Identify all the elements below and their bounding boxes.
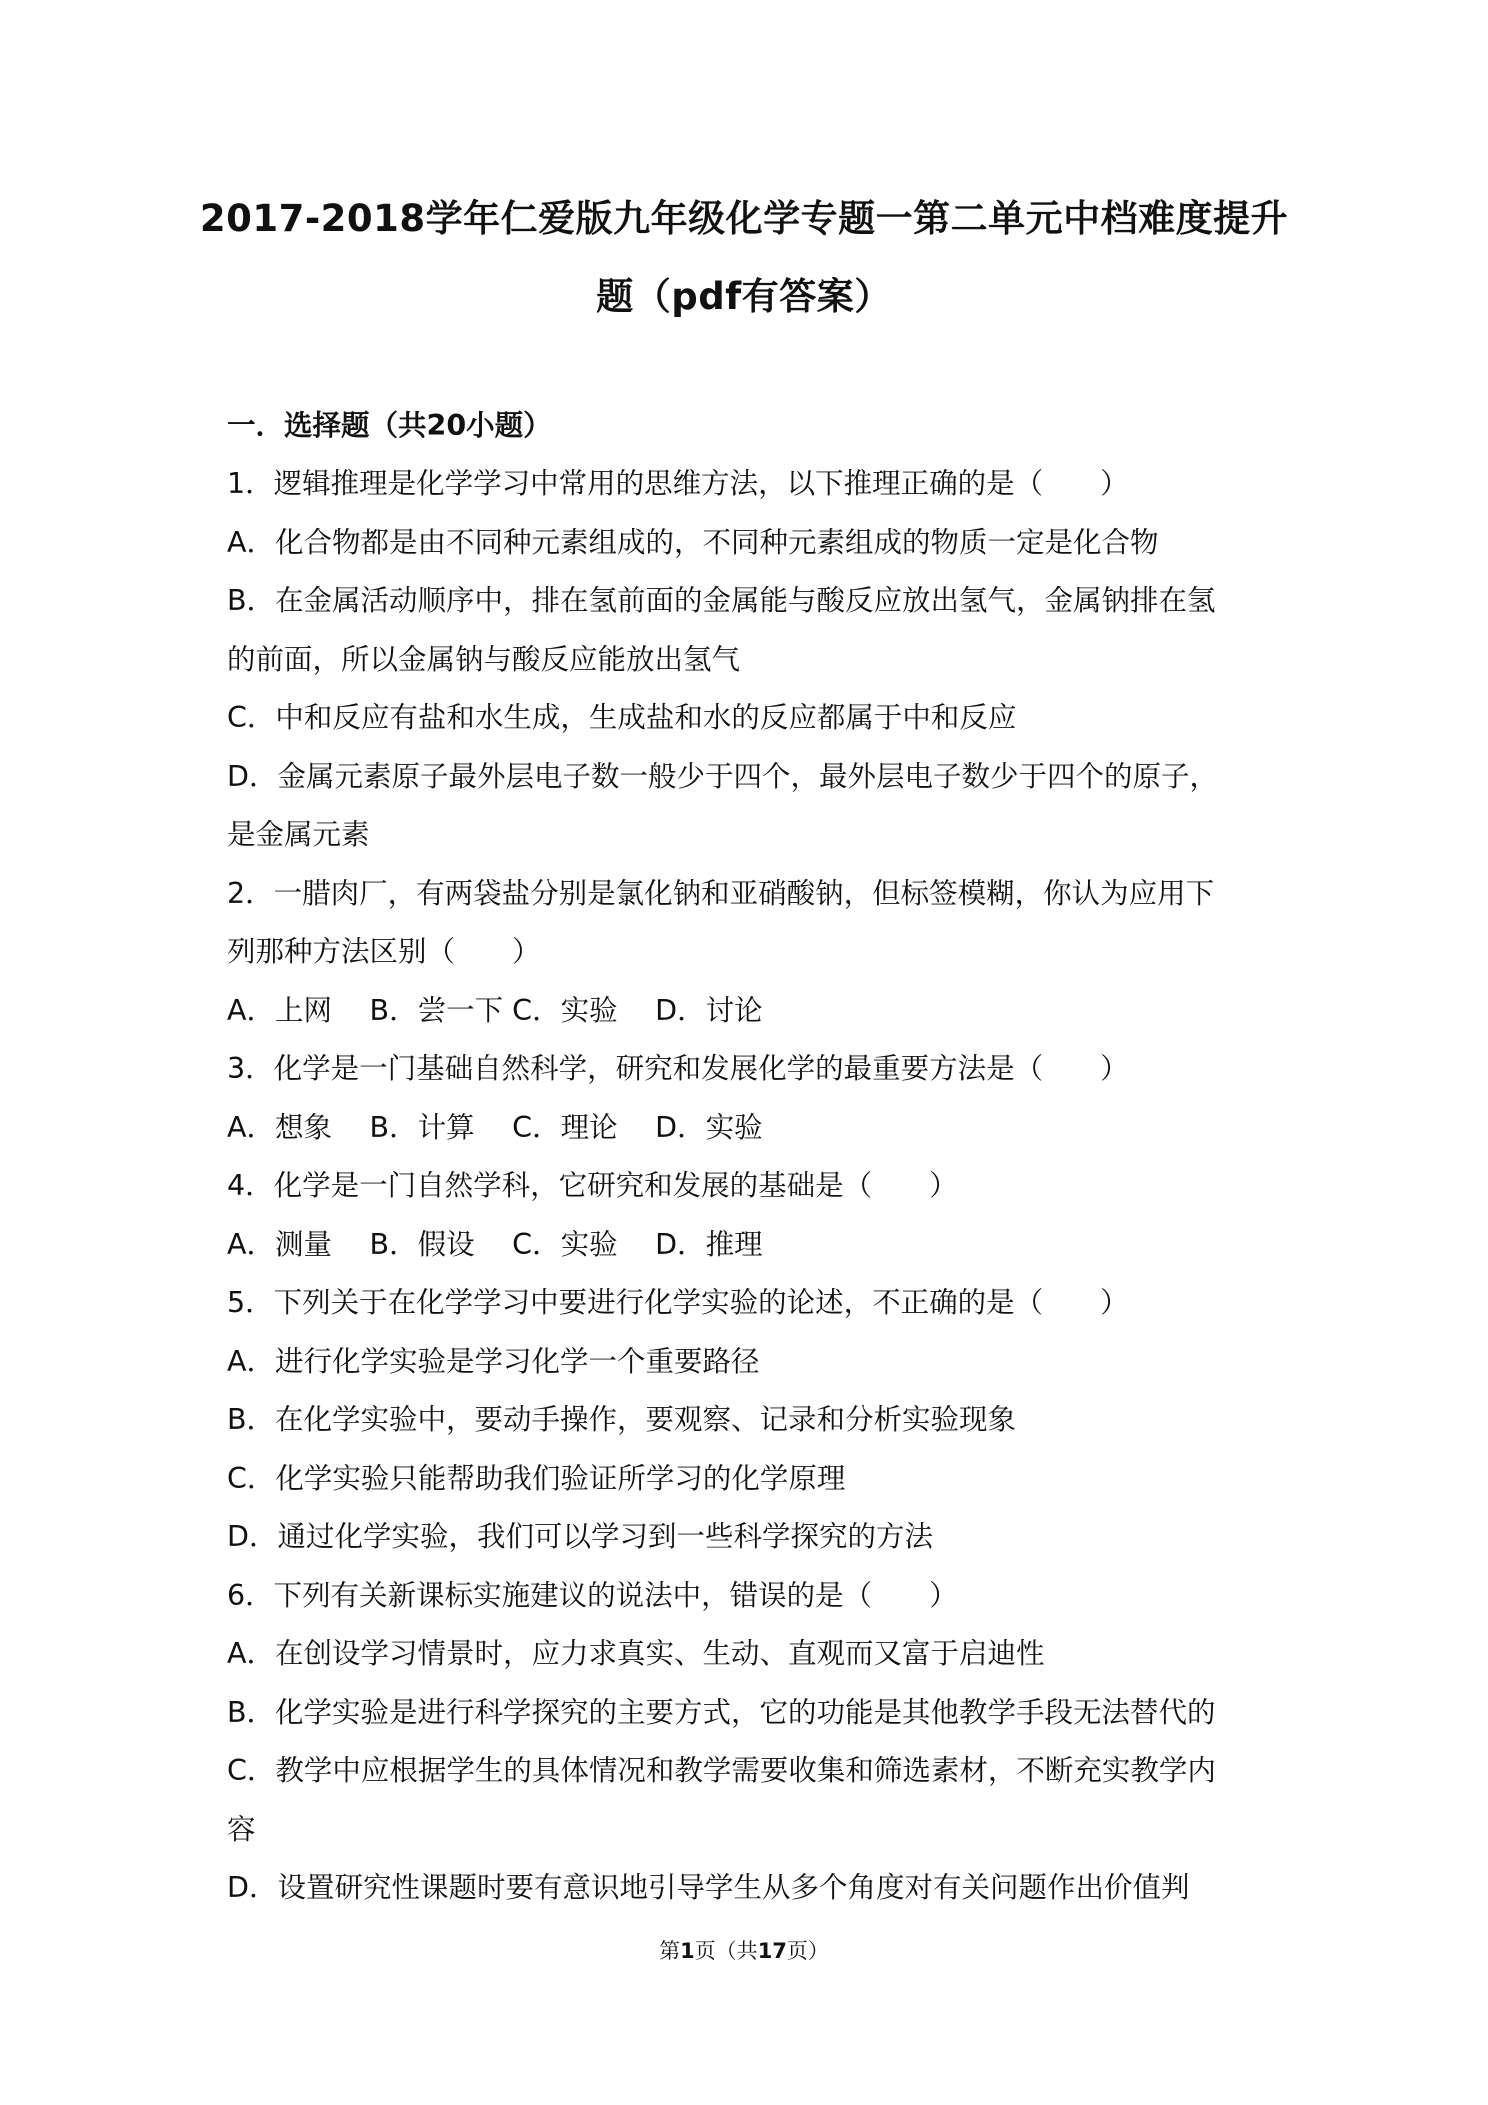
section-heading: 一．选择题（共20小题） [227,409,552,442]
document-title-line-2: 题（pdf有答案） [596,275,892,318]
question-6-stem: 6．下列有关新课标实施建议的说法中，错误的是（ ） [227,1579,958,1612]
question-1-option-d-cont: 是金属元素 [227,818,370,851]
question-1-option-b-cont: 的前面，所以金属钠与酸反应能放出氢气 [227,643,741,676]
document-title-line-1: 2017-2018学年仁爱版九年级化学专题一第二单元中档难度提升 [199,197,1289,240]
question-1-option-c: C．中和反应有盐和水生成，生成盐和水的反应都属于中和反应 [227,701,1017,734]
footer-middle: 页（共 [694,1939,758,1963]
question-3-options: A．想象 B．计算 C．理论 D．实验 [227,1111,763,1144]
question-1-option-a: A．化合物都是由不同种元素组成的，不同种元素组成的物质一定是化合物 [227,526,1159,559]
footer-page-number: 1 [680,1939,695,1963]
footer-total-pages: 17 [757,1939,787,1963]
question-4-stem: 4．化学是一门自然学科，它研究和发展的基础是（ ） [227,1169,958,1202]
question-5-stem: 5．下列关于在化学学习中要进行化学实验的论述，不正确的是（ ） [227,1286,1129,1319]
question-6-option-a: A．在创设学习情景时，应力求真实、生动、直观而又富于启迪性 [227,1637,1045,1670]
footer-prefix: 第 [659,1939,681,1963]
question-5-option-b: B．在化学实验中，要动手操作，要观察、记录和分析实验现象 [227,1403,1017,1436]
question-6-option-d: D．设置研究性课题时要有意识地引导学生从多个角度对有关问题作出价值判 [227,1871,1190,1904]
question-2-stem: 2．一腊肉厂，有两袋盐分别是氯化钠和亚硝酸钠，但标签模糊，你认为应用下 [227,877,1215,910]
question-6-option-c: C．教学中应根据学生的具体情况和教学需要收集和筛选素材，不断充实教学内 [227,1754,1216,1787]
question-5-option-c: C．化学实验只能帮助我们验证所学习的化学原理 [227,1462,846,1495]
question-5-option-a: A．进行化学实验是学习化学一个重要路径 [227,1345,760,1378]
footer-suffix: 页） [786,1939,829,1963]
question-5-option-d: D．通过化学实验，我们可以学习到一些科学探究的方法 [227,1520,933,1553]
question-1-option-d: D．金属元素原子最外层电子数一般少于四个，最外层电子数少于四个的原子， [227,760,1218,793]
page-footer [0,1935,1488,1965]
question-2-options: A．上网 B．尝一下 C．实验 D．讨论 [227,994,763,1027]
question-6-option-c-cont: 容 [227,1813,256,1846]
question-1-option-b: B．在金属活动顺序中，排在氢前面的金属能与酸反应放出氢气，金属钠排在氢 [227,584,1216,617]
question-4-options: A．测量 B．假设 C．实验 D．推理 [227,1228,763,1261]
question-2-stem-cont: 列那种方法区别（ ） [227,935,541,968]
question-3-stem: 3．化学是一门基础自然科学，研究和发展化学的最重要方法是（ ） [227,1052,1129,1085]
question-6-option-b: B．化学实验是进行科学探究的主要方式，它的功能是其他教学手段无法替代的 [227,1696,1216,1729]
question-1-stem: 1．逻辑推理是化学学习中常用的思维方法，以下推理正确的是（ ） [227,467,1129,500]
